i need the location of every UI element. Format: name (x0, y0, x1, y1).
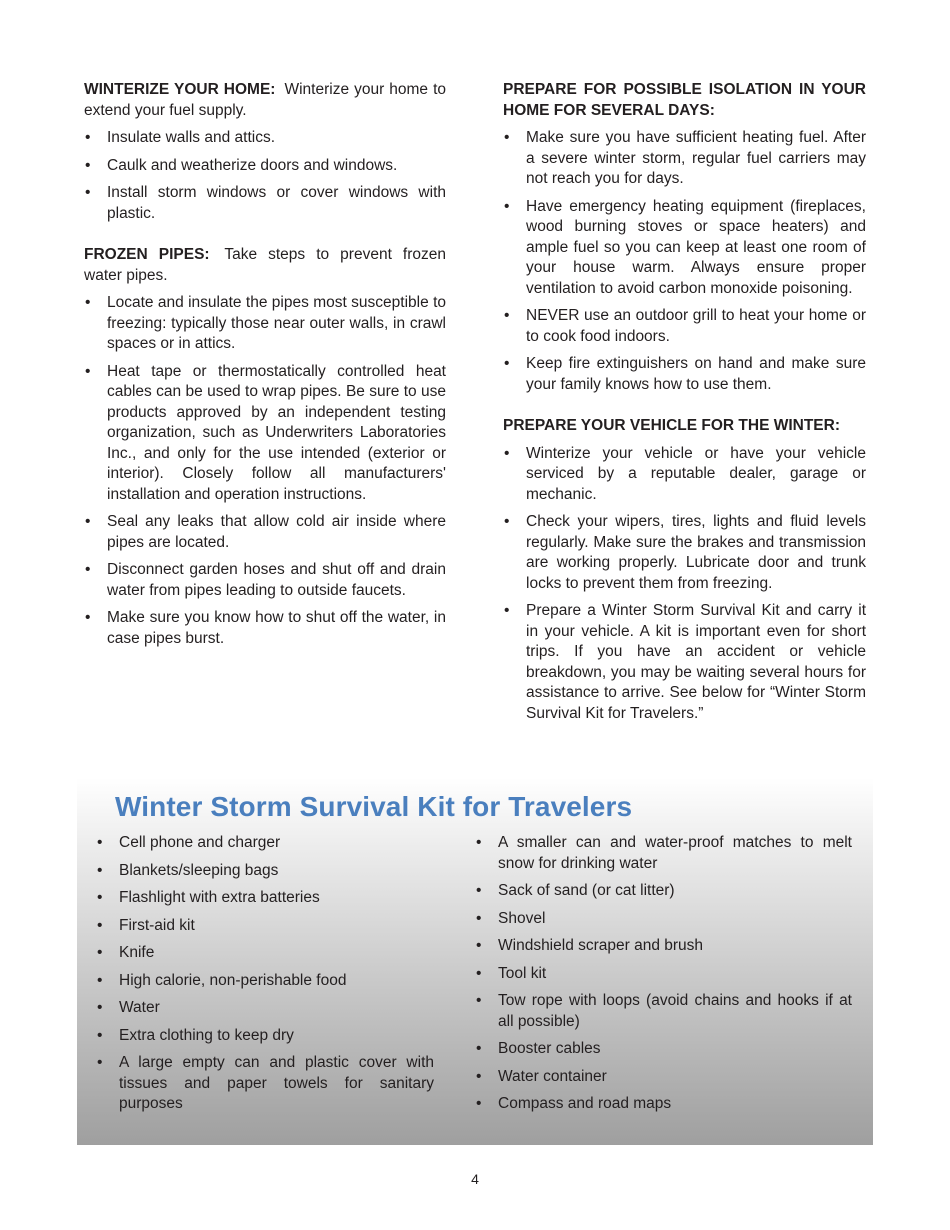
list-item: • A smaller can and water-proof matches to melt snow for drinking water (475, 833, 852, 874)
list-item: • Tow rope with loops (avoid chains and hooks if at all possible) (475, 991, 852, 1032)
list-item: • Shovel (475, 909, 852, 930)
frozen-pipes-intro (84, 245, 446, 286)
list-item: • First-aid kit (96, 916, 434, 937)
kit-right-column (475, 833, 852, 1122)
list-item: • Have emergency heating equipment (fireplaces, wood burning stoves or space heaters) and ample fuel so you can keep at least one room of your house warm. Always ensure proper ventilation to avoid carbon monoxide poisoning. (503, 197, 866, 300)
list-item: • Water (96, 998, 434, 1019)
list-item: • Install storm windows or cover windows with plastic. (84, 183, 446, 224)
list-item: • Winterize your vehicle or have your vehicle serviced by a reputable dealer, garage or mechanic. (503, 444, 866, 506)
isolation-list (503, 128, 866, 395)
list-item: • Booster cables (475, 1039, 852, 1060)
list-item: • Cell phone and charger (96, 833, 434, 854)
list-item: • Blankets/sleeping bags (96, 861, 434, 882)
list-item: • Heat tape or thermostatically controlled heat cables can be used to wrap pipes. Be sure to use products approved by an independent testing organization, such as Underwriters Laboratories Inc., and only for the use intended (exterior or interior). Closely follow all manufacturers' installation and operation instructions. (84, 362, 446, 506)
list-item: • Make sure you have sufficient heating fuel. After a severe winter storm, regular fuel carriers may not reach you for days. (503, 128, 866, 190)
list-item: • Extra clothing to keep dry (96, 1026, 434, 1047)
list-item: • Insulate walls and attics. (84, 128, 446, 149)
frozen-pipes-intro-text: Take steps to prevent frozen water pipes. (84, 246, 446, 284)
list-item: • Caulk and weatherize doors and windows. (84, 156, 446, 177)
list-item: • Compass and road maps (475, 1094, 852, 1115)
left-column (84, 80, 446, 656)
kit-left-column (96, 833, 434, 1122)
vehicle-list (503, 444, 866, 725)
list-item: • Prepare a Winter Storm Survival Kit and carry it in your vehicle. A kit is important even for short trips. If you have an accident or vehicle breakdown, you may be waiting several hours for assistance to arrive. See below for “Winter Storm Survival Kit for Travelers.” (503, 601, 866, 724)
isolation-heading: PREPARE FOR POSSIBLE ISOLATION IN YOUR HOME FOR SEVERAL DAYS: (503, 81, 866, 119)
right-column (503, 80, 866, 731)
frozen-pipes-heading: FROZEN PIPES: (84, 246, 210, 263)
vehicle-heading: PREPARE YOUR VEHICLE FOR THE WINTER: (503, 417, 841, 434)
winterize-intro-text: Winterize your home to extend your fuel supply. (84, 81, 446, 119)
list-item: • Windshield scraper and brush (475, 936, 852, 957)
kit-right-list (475, 833, 852, 1115)
list-item: • Keep fire extinguishers on hand and make sure your family knows how to use them. (503, 354, 866, 395)
list-item: • Locate and insulate the pipes most susceptible to freezing: typically those near outer walls, in crawl spaces or in attics. (84, 293, 446, 355)
list-item: • Water container (475, 1067, 852, 1088)
page-number: 4 (471, 1171, 479, 1187)
list-item: • Sack of sand (or cat litter) (475, 881, 852, 902)
list-item: • Flashlight with extra batteries (96, 888, 434, 909)
survival-kit-title: Winter Storm Survival Kit for Travelers (115, 791, 633, 822)
list-item: • Seal any leaks that allow cold air inside where pipes are located. (84, 512, 446, 553)
list-item: • Knife (96, 943, 434, 964)
list-item: • Disconnect garden hoses and shut off and drain water from pipes leading to outside faucets. (84, 560, 446, 601)
winterize-intro (84, 80, 446, 121)
frozen-pipes-list (84, 293, 446, 649)
kit-left-list (96, 833, 434, 1115)
winterize-list (84, 128, 446, 224)
survival-kit-box (77, 778, 873, 1145)
list-item: • Tool kit (475, 964, 852, 985)
list-item: • Check your wipers, tires, lights and fluid levels regularly. Make sure the brakes and transmission are working properly. Lubricate door and trunk locks to prevent them from freezing. (503, 512, 866, 594)
list-item: • NEVER use an outdoor grill to heat your home or to cook food indoors. (503, 306, 866, 347)
list-item: • Make sure you know how to shut off the water, in case pipes burst. (84, 608, 446, 649)
list-item: • A large empty can and plastic cover with tissues and paper towels for sanitary purposes (96, 1053, 434, 1115)
winterize-heading: WINTERIZE YOUR HOME: (84, 81, 276, 98)
list-item: • High calorie, non-perishable food (96, 971, 434, 992)
